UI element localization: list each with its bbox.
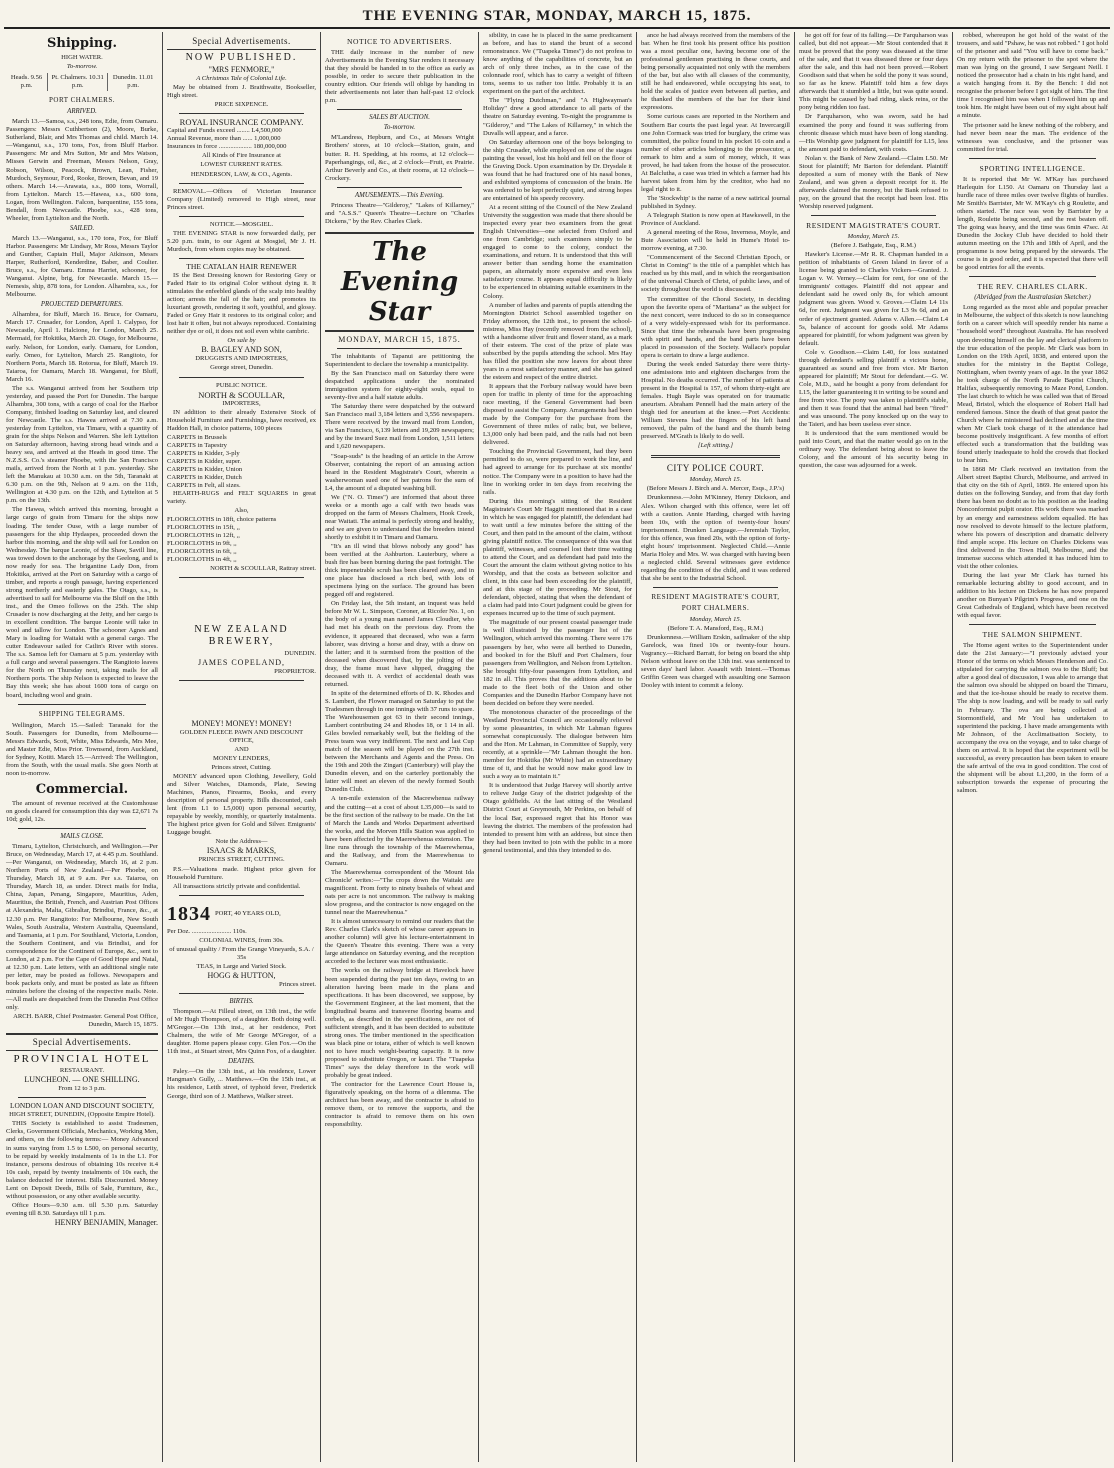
amusements-heading: AMUSEMENTS.—This Evening.: [355, 191, 444, 199]
births-text: Thompson.—At Filleul street, on 13th inst., the wife of Mr Hugh Thompson, of a daughter. Both doing well. M'Gregor.—On 13th inst., at her residence, Port Chalmers, the wife of Mr George M'Gregor, of a daughter. Home papers please copy. Glen Fox.—On the 11th inst., at Stuart street, Mrs Quinn Fox, of a daughter.: [167, 1008, 317, 1056]
clark-sub: (Abridged from the Australasian Sketcher.): [974, 294, 1091, 302]
city-police-court-bench: (Before Messrs J. Birch and A. Mercer, Esqs., J.P.'s): [646, 485, 785, 493]
fleece-title: GOLDEN FLEECE PAWN AND DISCOUNT OFFICE,: [179, 728, 304, 744]
sailed-label: SAILED.: [69, 224, 95, 232]
divider: [969, 624, 1096, 625]
list-item: CARPETS in Kidder, 3-ply: [167, 449, 240, 457]
royal-agents: HENDERSON, LAW, & CO., Agents.: [190, 170, 293, 178]
fleece-addr: Princes street, Cutting.: [211, 763, 272, 771]
arrived-text: March 13.—Samoa, s.s., 248 tons, Edie, from Oamaru. Passengers: Messrs Cuthbertson (2), Moore, Burke, Sutherland, Blair, and Mrs Thomas and child. March 14.—Wanganui, s.s., 170 tons, Fox, from Bluff Harbor. Passengers: Mr and Mrs Sutton, Mr and Mrs Watson, Misses Gerwin and Freeman, Messrs Nelson, Gray, Robson, Wilson, Peacock, Brown, Lean, Fisher, Murdoch, Seymour, Ford, Rooke, Brown, Bevan, and 19 others. March 14.—Arawata, s.s., 800 tons, Worrall, from Lyttelton. March 15.—Hawea, s.s., 600 tons, Logan, from Wellington. Falcon, barquentine, 155 tons, Bendall, from Newcastle. Phoebe, s.s., 428 tons, Wheeler, from Lyttelton and the North.: [6, 118, 158, 222]
notice-mosgiel-text: THE EVENING STAR is now forwarded daily, per 5.20 p.m. train, to our Agent at Mosgiel, Mr J. H. Murdoch, from whom copies may be obtained.: [167, 229, 316, 253]
divider: [179, 216, 304, 217]
page-masthead: THE EVENING STAR, MONDAY, MARCH 15, 1875.: [362, 8, 752, 24]
column-4: [479, 32, 636, 1462]
divider: [179, 993, 304, 994]
sales-sub: To-morrow.: [383, 124, 416, 132]
article-paragraph: It is understood that Judge Harvey will shortly arrive to relieve Judge Gray of the district judgeship of the Otago goldfields. At the last sitting of the Westland District Court at Greymouth, Mr Perkins, on behalf of the local Bar, expressed regret that his Honor was leaving the district. The members of the profession had intended to present him with an address, but since then they had been invited to join with the public in a more general testimonial, and this they intended to do.: [483, 782, 632, 854]
article-paragraph: A number of ladies and parents of pupils attending the Mornington District School assembled together on Friday afternoon, the 12th inst., to present the school-mistress, Miss Hay (recently removed from the school), with a handsome silver fruit and flower stand, as a mark of their esteem. The cost of the prize of plate was subscribed by the pupils attending the school. Mrs Hay has filled the position she now leaves for about three years in a most satisfactory manner, and she has gained the esteem and respect of the entire district.: [483, 301, 633, 381]
shipping-heading: Shipping.: [47, 36, 117, 51]
port-per: Per Doz. ........................ 110s.: [167, 927, 247, 935]
resident-court-pc-bench: (Before T. A. Mansford, Esq., R.M.): [667, 625, 764, 633]
deaths-heading: DEATHS.: [228, 1058, 255, 1066]
article-paragraph: On Saturday afternoon one of the boys belonging to the ship Crusader, while employed on one of the stages painting the vessel, lost his hold and fell on the floor of the Graving Dock. Upon examination by Dr. Drysdale it was found that he had fractured one of his nasal bones, and exhibited symptoms of concussion of the brain. He was ordered to be kept perfectly quiet, and strong hopes are entertained of his speedy recovery.: [483, 138, 632, 202]
article-paragraph: Dr Farquharson, who was sworn, said he had examined the pony and found it was suffering from chronic disease which must have been of long standing.—His Worship gave judgment for plaintiff for L15, less the amount paid to defendant, with costs.: [799, 113, 948, 153]
list-item: CARPETS in Kidder, Dutch: [167, 474, 242, 482]
salmon-heading: THE SALMON SHIPMENT.: [982, 630, 1083, 640]
luncheon-hours: From 12 to 3 p.m.: [58, 1085, 106, 1093]
article-paragraph: It appears that the Forbury railway would have been open for traffic in plenty of time for the approaching race meeting, if the General Government had been disposed to assist the Company. Arrangements had been made by the Company for the purchase from the Government of three miles of rails; but, we believe, L3,000 only had been paid, and the rails had not been delivered.: [483, 383, 632, 447]
divider: [179, 183, 304, 184]
office-hours: Office Hours—9.30 a.m. till 5.30 p.m. Saturday evening till 8.30. Saturdays till 1 p.m.: [6, 1201, 158, 1217]
fenmore-title: "MRS FENMORE,": [208, 65, 275, 74]
list-item: FLOORCLOTHS in 6ft, ,,: [167, 548, 237, 556]
leader-paragraph: We ("N. O. Times") are informed that about three weeks or a month ago a calf with two heads was dropped on the farm of Messrs Chalmers, Hook Creek, near Waitati. The animal is perfectly strong and healthy, and we are given to understand that the breeders intend shortly to exhibit it in Timaru and Oamaru.: [325, 493, 474, 541]
colonial-wines: COLONIAL WINES, from 30s.: [199, 936, 284, 944]
luncheon: LUNCHEON. — ONE SHILLING.: [24, 1075, 140, 1085]
resident-court-pc-date: Monday, March 15.: [689, 616, 742, 623]
clark-text-2: In 1868 Mr Clark received an invitation from the Albert street Baptist Church, Melbourne, and arrived in that city on the 6th of April, 1869. He entered upon his duties on the following Sunday, and from that day forth there has been no doubt as to his position as the leading Nonconformist pulpit orator. His work there was marked by an energy and earnestness seldom equalled. He has now resolved to devote himself to the lecture platform, where his powers of description and dramatic delivery find ample scope. His lecture on Charles Dickens was first delivered in the Town Hall, Melbourne, and the immense success which attended it has induced him to visit the other colonies.: [957, 466, 1108, 570]
money-title: MONEY! MONEY! MONEY!: [191, 718, 292, 728]
leader-paragraph: A ten-mile extension of the Macrewhenua railway and the cutting—at a cost of about L35,000—is said to be the first section of the railway to be made. On the 1st of March the Lands and Works Department advertised the works, and the Morven Hills Station was applied to have been affected by the Maerewhenua extension. The line runs through the township of the Maerewhenua, and the Railway, and from the Maerewhenua to Oamaru.: [325, 795, 474, 867]
blank-space: [167, 685, 316, 719]
divider: [18, 704, 146, 705]
leader-paragraph: "It's an ill wind that blows nobody any good" has been verified at the Ashburton. Lauterbury, where a bush fire has been burning during the past fortnight. The thick impenetrable scrub has been cleared away, and in one place has disclosed a rich bed, with lots of specimens lying on the surface. The ground has been pegged off and registered.: [325, 543, 474, 599]
column-6: [795, 32, 952, 1462]
resident-court-date: Monday, March 15.: [847, 233, 900, 241]
leader-paragraph: "Soap-suds" is the heading of an article in the Arrow Observer, containing the report of an amusing action heard in the Resident Magistrate's Court, wherein a washerwoman sued one of her patrons for the sum of L4, the amount of a disputed washing bill.: [325, 452, 474, 492]
notice-advertisers-text: THE daily increase in the number of new Advertisements in the Evening Star renders it necessary that they should be handed in to the office as early as possible, in order to secure their publication in the country edition. Our friends will oblige by handing in their advertisements not later than half-past 12 o'clock p.m.: [325, 49, 474, 105]
royal-title: ROYAL INSURANCE COMPANY.: [179, 117, 304, 128]
fenmore-obtain: May be obtained from J. Braithwaite, Bookseller, High street.: [167, 84, 316, 100]
city-police-court-heading: CITY POLICE COURT.: [666, 463, 765, 474]
teas: TEAS, in Large and Varied Stock.: [196, 962, 287, 970]
special-ads-heading-2: Special Advertisements.: [167, 36, 316, 50]
divider: [969, 276, 1096, 277]
article-paragraph: The committee of the Choral Society, in deciding upon the favorite opera of "Maritana" as the subject for the next concert, were induced to do so in consequence of a very widely-expressed wish for its performance. Since that time the rehearsals have been progressing with spirit and hands, and the band parts have been placed in possession of the Society. Wallace's popular opera is certain to draw a large audience.: [641, 295, 790, 359]
article-paragraph: During this morning's sitting of the Resident Magistrate's Court Mr Haggitt mentioned that in a case in which he was engaged for plaintiff, the defendant had to wait until a few minutes before the sitting of the Court, and then paid in the amount of the claim, without giving plaintiff notice. The consequence of this was that plaintiff, witnesses, and counsel lost their time waiting to attend the Court, and as defendant had paid into the Court the amount the claim without giving notice to his Worship, and that the costs as between solicitor and client, in this case had been exceeding for the plaintiff, and at this stage of the proceeding. Mr Stout, for defendant, objected, stating that when the defendant of a claim had paid into Court judgment could be given for expenses incurred up to the time of such payment.: [483, 497, 632, 618]
divider: [337, 187, 462, 188]
brewery-title: NEW ZEALAND BREWERY,: [194, 623, 289, 647]
article-paragraph: robbed, whereupon he got hold of the waist of the trousers, and said "Pshaw, he was not robbed." I got hold of the prisoner and said "You will have to come back." On my return with the prisoner to the spot where the man was lying on the ground, I saw Sergeant Neill. I noticed the prosecutor had a chain in his right hand, and a watch hanging from it. By the Bench: I did not recognise the prisoner before I got sight of him. The first time I recognised him was when I followed him up and took him. He might have been out of my sight about half a minute.: [957, 32, 1108, 120]
now-published: NOW PUBLISHED.: [185, 52, 298, 63]
resident-court-pc-heading: RESIDENT MAGISTRATE'S COURT, PORT CHALMERS.: [651, 593, 780, 612]
special-ads-heading: Special Advertisements.: [6, 1033, 158, 1051]
catalan-title: THE CATALAN HAIR RENEWER: [186, 261, 297, 271]
also-label: Also,: [234, 507, 249, 515]
bagley-addr: George street, Dunedin.: [210, 364, 273, 372]
list-item: CARPETS in Felt, all sizes.: [167, 482, 241, 490]
high-water-label: HIGH WATER.: [61, 54, 103, 61]
hearth-rugs: HEARTH-RUGS and FELT SQUARES in great variety.: [167, 490, 316, 506]
bagley-name: B. BAGLEY AND SON,: [201, 345, 282, 355]
list-item: CARPETS in Tapestry: [167, 441, 227, 449]
column-7: [953, 32, 1112, 1462]
divider: [179, 895, 304, 896]
article-paragraph: Nolan v. the Bank of New Zealand.—Claim L50. Mr Stout for plaintiff; Mr Barton for defendant. Plaintiff deposited a sum of money with the Bank of New Zealand, and was given a deposit receipt for it. He afterwards claimed the money, but the Bank refused to pay, on the ground that the receipt had been lost. His Worship reserved judgment.: [799, 154, 948, 210]
port-ad: [167, 900, 316, 928]
divider: [337, 348, 462, 349]
isaacs-addr: PRINCES STREET, CUTTING.: [198, 856, 285, 864]
brewery-city: DUNEDIN.: [284, 649, 316, 657]
list-item: FLOORCLOTHS in 18ft, choice patterns: [167, 516, 277, 524]
carpet-list: [167, 434, 316, 490]
article-paragraph: During the week ended Saturday there were thirty-one admissions into and eighteen discharges from the Hospital. No deaths occurred. The number of patients at present in the Hospital is 157, of whom thirty-eight are females. Hugh Bayle was operated on for traumatic aneurism. Abraham Pennell had the main artery of the thigh tied for aneurism at the knee.—Port Accidents: William Stevens had the fingers of his left hand removed, the palm of the hand and the thumb being preserved. M'Grath is likely to do well.: [641, 360, 790, 441]
leader-paragraph: By the San Francisco mail on Saturday there were despatched applications under the nominated immigration system for eighty-eight souls, equal to seventy-five and a half statute adults.: [325, 370, 474, 402]
notice-mosgiel-title: NOTICE.—MOSGIEL.: [209, 220, 274, 228]
sales-heading: SALES BY AUCTION.: [369, 114, 430, 122]
bagley-sub: DRUGGISTS AND IMPORTERS,: [195, 355, 288, 363]
royal-fire: All Kinds of Fire Insurance at: [202, 152, 281, 160]
loan-title: LONDON LOAN AND DISCOUNT SOCIETY,: [9, 1101, 155, 1111]
leader-paragraph: The Saturday there were despatched by the outward San Francisco mail 3,184 letters and 3,556 newspapers. There were received by the inward mail from London, via San Francisco, 6,139 letters and 19,209 newspapers; and by the inward Suez mail from London, 1,511 letters and 1,620 newspapers.: [325, 403, 474, 451]
list-item: FLOORCLOTHS in 15ft, ,,: [167, 524, 240, 532]
commercial-text: The amount of revenue received at the Customhouse on goods cleared for consumption this day was £2,671 7s 10d; gold, 12s.: [6, 799, 158, 823]
brewery-owner: JAMES COPELAND,: [197, 657, 285, 667]
resident-court-heading: RESIDENT MAGISTRATE'S COURT.: [806, 221, 941, 231]
shipping-news-2: The Hawea, which arrived this morning, brought a large cargo of grain from Timaru for the ships now loading. The tender Ouse, with a large number of passengers for the ship Hydaspes, proceeded down the harbor this morning, and the ship will sail for London on Wednesday. The barque Leonie, of the Shaw, Savill line, was towed down to the anchorage by the Geelong, and is now ready for sea. The brigantine Lady Don, from Hokitika, arrived at the Port on Saturday with a cargo of timber, and reports a rough passage, having experienced strong northerly and easterly gales. The Otago, s.s., is advertised to sail for Melbourne via the Bluff on the 18th inst., and the Omeo follows on the 25th. The ship Crusader is now discharging at the Jetty, and her cargo is in excellent condition. The barque Leonie will take in wool and tallow for London. The schooner Agnes and Mary is loading for Waitaki with a general cargo. The cutter Endeavour sailed for Catlin's River with stores. The s.s. Samoa left for Oamaru at 5 p.m. yesterday with a full cargo and several passengers. The Rangitoto leaves for the North on Thursday next, taking mails for all Northern ports. The ship Nelson is expected to leave the Bay this week; she has about 1600 tons of cargo on board, including wool and grain.: [6, 506, 158, 699]
divider: [179, 680, 304, 681]
paper-nameplate: The Evening Star: [325, 232, 474, 332]
masthead-rule: [4, 27, 1110, 29]
port-year: 1834: [167, 902, 211, 925]
hogg-addr: Princes street.: [279, 980, 316, 988]
divider: [653, 587, 778, 588]
resident-court-text: Hawker's License.—Mr R. R. Chapman handed in a petition of inhabitants of Green Island in favor of a license being granted to Charles Vickers—Granted. J. Logan v. W. Verney.—Claim for rent, for one of the immigrants' cottages. Plaintiff did not appear and defendant said he owed only 8s, for which amount judgment was given. Wood v. Groves.—Claim L4 11s 6d, for rent. Judgment was given for L3 9s 6d, and an order of ejectment granted. Adams v. Allen.—Claim L4 5s, balance of account for goods sold. Mr Adams appeared for plaintiff, for whom judgment was given by default.: [799, 251, 948, 347]
public-notice: PUBLIC NOTICE.: [216, 381, 267, 389]
hotel-sub: RESTAURANT.: [59, 1067, 105, 1075]
catalan-text: IS the Best Dressing known for Restoring Grey or Faded Hair to its original Color without dying it. It stimulates the enfeebled glands of the scalp into healthy action; arrests the fall of the hair; and promotes its luxuriant growth, rendering it soft, youthful, and glossy. Faded or Grey Hair it restores to its original color; and lost hair it often, but not always reproduced. Containing neither dye or oil, it does not soil even white cambric.: [167, 271, 316, 336]
article-paragraph: A general meeting of the Ross, Inverness, Moyle, and Bute Association will be held in Hume's Hotel to-morrow evening, at 7.30.: [641, 229, 790, 253]
article-paragraph: The 'Stockwhip' is the name of a new satirical journal published in Sydney.: [641, 194, 790, 210]
arrived-label: ARRIVED.: [67, 108, 97, 116]
royal-insurance: Insurances in force .................... 180,000,000: [167, 143, 287, 151]
manager-sign: HENRY BENJAMIN, Manager.: [54, 1217, 158, 1227]
leader-paragraph: On Friday last, the 5th instant, an inquest was held before Mr W. L. Simpson, Coroner, at Ricofer No. 1, on the body of a young man named James Cloudier, who had met his death on the previous day. From the evidence, it appeared that deceased, who was a farm laborer, was driving a horse and dray, with a draw on the latter; and it is surmised from the position of the deceased when discovered that, by the jolting of the dray, the frame must have slipped, dragging the deceased with it. A verdict of accidental death was returned.: [325, 600, 474, 688]
commercial-heading: Commercial.: [35, 781, 129, 797]
shipping-telegrams-heading: SHIPPING TELEGRAMS.: [38, 709, 126, 718]
article-paragraph: ance he had always received from the members of the bar. When he first took his present office his position was a most peculiar one, having become one of the professional gentlemen practising in these courts, and being personally acquainted not only with the members of the bar, but also with all classes of the community, still he had endeavored, while occupying his seat, to hold the scales of justice even between all parties, and he thanked the members of the bar for their kind expressions.: [641, 32, 790, 112]
clark-heading: THE REV. CHARLES CLARK.: [977, 282, 1088, 292]
list-item: FLOORCLOTHS in 12ft, ,,: [167, 532, 240, 540]
article-paragraph: At a recent sitting of the Council of the New Zealand University the suggestion was made that there should be inspected every year two examiners from the great English Universities—one selected from Oxford and one from Cambridge; such examiners simply to be engaged to come to the colony, conduct the examinations, and return. It is understood that this will answer better than sending home the examination papers, an alternately more expensive and even less satisfactory course. It appears equal difficulty is likely to be experienced in obtaining suitable examiners in the Colony.: [483, 203, 632, 300]
north-sub: IMPORTERS,: [222, 399, 261, 407]
money-address: Note the Address—: [215, 838, 268, 846]
shipping-telegrams-text: Wellington, March 15.—Sailed: Taranaki for the South. Passengers for Dunedin, from Melbourne—Messrs Edwards, Scott, White, Miss Edwards, Mrs Mee, and Master Edie, Miss Prior. Townsend, from Auckland, for Sydney, Kotiti. March 15.—Arrived: The Wellington, from the South, with the usual mails. She goes North at noon to-morrow.: [6, 721, 158, 777]
divider: [811, 215, 936, 216]
north-sign: NORTH & SCOULLAR, Rattray street.: [210, 564, 316, 572]
floorcloth-list: [167, 516, 316, 564]
catalan-sale: On sale by: [227, 337, 256, 345]
shipping-news: The s.s. Wanganui arrived from her Southern trip yesterday, and passed the Port for Dunedin. The barque Alhambra, 300 tons, with a cargo of coal for the Harbor Company, finished loading on Saturday last, and cleared for Newcastle. The s.s. Hawea arrived at 7.30 a.m. yesterday from Lyttelton, via Timaru, with a quantity of grain for the ships Nelson and Warren. She left Lyttelton on Saturday afternoon, having strong head winds and a heavy sea, and arrived at the Heads in good time. The N.Z.S.S. Co.'s steamer Phoebe, with the San Francisco mails, arrived from the North at 1 p.m. yesterday. She left the Manukau at 10.30 a.m. on the 5th, Taranaki at 6.30 p.m. on the 9th, Nelson at 9 a.m. on the 11th, Wellington at 4.30 p.m. on the 12th, and Lyttelton at 5 p.m. on the 13th.: [6, 384, 158, 505]
fleece-and: AND: [234, 745, 249, 753]
paper-date: MONDAY, MARCH 15, 1875.: [338, 334, 461, 344]
royal-rates: LOWEST CURRENT RATES.: [200, 161, 283, 169]
tide-heads: Heads. 9.56 p.m.: [6, 73, 48, 91]
sporting-text: It is reported that Mr W. M'Kay has purchased Harlequin for L150. At Oamaru on Thursday last a hurdle race of three miles over twelve flights of hurdles. Mr Smith's Barrister, Mr W. M'Kay's ch g Roulette, and others started. The race was won by Barrister by a length, Roulette being second, and the rest beaten off. The going was heavy, and the time was 6min 47sec. At Dunedin the Jockey Club have decided to hold their autumn meeting on the 17th and 18th of April, and the programme is now being prepared by the stewards. The course is in good order, and it is expected that there will be good entries for all the events.: [957, 175, 1108, 272]
divider: [179, 577, 304, 578]
hogg-name: HOGG & HUTTON,: [207, 970, 276, 980]
money-text: MONEY advanced upon Clothing, Jewellery, Gold and Silver Watches, Diamonds, Plate, Sewing Machines, Pianos, Firearms, Books, and every description of personal property. Bills discounted, cash lent (from L1 to L5,000) upon personal security, repayable by weekly, monthly, or quarterly instalments. The highest price given for Gold and Silver. Emigrants' Luggage bought.: [167, 773, 316, 837]
port-text: PORT, 40 YEARS OLD,: [215, 909, 281, 917]
article-paragraph: The monotonous character of the proceedings of the Westland Provincial Council are occasionally relieved by some pleasantries, in which Mr Lahman figures somewhat conspicuously. The dialogue between him and the Hon. Mr Lahman, in Committee of Supply, very recently, at a sprinkle—"Mr Lahman thought the hon. member for Hokitika (Mr White) had an extraordinary time of it, and that he would now make good law in such a way as to maintain it.": [483, 708, 632, 781]
article-paragraph: Touching the Provincial Government, had they been permitted to do so, were prepared to work the line, and had agreed to arrange for its purchase at six months' notice. The Company were in a position to have had the line in working order in ten days from receiving the rails.: [483, 448, 632, 496]
list-item: FLOORCLOTHS in 4ft, ,,: [167, 556, 237, 564]
hotel-name: PROVINCIAL HOTEL: [13, 1053, 151, 1066]
royal-capital: Capital and Funds exceed ........ L4,500,000: [167, 127, 282, 135]
column-1: [2, 32, 162, 1462]
article-paragraph: The magnitude of our present coastal passenger trade is well illustrated by the passenger list of the Wellington, which arrived this morning. There were 176 passengers by her, who were all berthed to Dunedin, and booked in for the Bluff and Port Chalmers, four passengers from Wellington, and Nelson from Lyttelton. She brought fifty-four passengers from Lyttelton, and 182 in all. This proves that the additions about to be made to the fleet both of the Union and other Companies and the Dunedin Harbor Company have not been decided on before they were needed.: [483, 619, 632, 707]
resident-court-pc-text: Drunkenness.—William Erskin, sailmaker of the ship Garelock, was fined 10s or twenty-four hours. Vagrancy.—Richard Barratt, for being on board the ship Nelson without leave on the 13th inst. was sentenced to seven days' hard labor. Assault with Intent.—Thomas Griffin Green was charged with assaulting one Samson Dooley with intent to commit a felony.: [641, 634, 790, 690]
divider: [18, 828, 146, 829]
fenmore-sub: A Christmas Tale of Colonial Life.: [196, 75, 287, 83]
money-lenders: MONEY LENDERS,: [213, 754, 270, 762]
city-police-court-text: Drunkenness.—John M'Kinney, Henry Dickson, and Alex. Wilson charged with this offence, were let off with a caution. Annie Harding, charged with having been 10s, with the option of twenty-four hours' imprisonment. Drunken Language.—Jeremiah Taylor, for this offence, was fined 20s, with the option of forty-eight hours' imprisonment. Neglected Child.—Annie Maria Holey and Mrs. W. was charged with having been a neglected child. Several witnesses gave evidence regarding the condition of the child, and it was ordered that she be sent to the Industrial School.: [641, 494, 790, 582]
colonial-text: of unusual quality / From the Grange Vineyards, S.A. / 35s: [169, 945, 314, 961]
article-paragraph: "Commencement of the Second Christian Epoch, or Christ in Coming" is the title of a pamphlet which has reached us by this mail, and in which the reorganisation of the universal Church of Christ, of public laws, and of society throughout the world is discussed.: [641, 254, 790, 294]
clark-text-3: During the last year Mr Clark has turned his remarkable lecturing ability to good account, and in addition to his lecture on Dickens he has now prepared another on Bunyan's Pilgrim's Progress, and one on the Great Cathedrals of England, which have been received with equal favor.: [957, 571, 1108, 620]
deaths-text: Paley.—On the 13th inst., at his residence, Lower Hangman's Gully, ... Matthews.—On the 15th inst., at his residence, Leith street, of typhoid fever, Frederick George, third son of J. Matthews, Walker street.: [167, 1068, 316, 1100]
births-heading: BIRTHS.: [229, 997, 254, 1005]
removal-text: REMOVAL.—Offices of Victorian Insurance Company (Limited) removed to High street, near Princes street.: [167, 187, 316, 211]
column-2: [163, 32, 320, 1462]
article-paragraph: A Telegraph Station is now open at Hawkswell, in the Province of Auckland.: [641, 212, 790, 228]
sporting-heading: SPORTING INTELLIGENCE.: [979, 163, 1086, 173]
clark-text: Long regarded as the most able and popular preacher in Melbourne, the subject of this sketch is now launching forth on a career which will speedily render his name a "household word" throughout Australia. He has resolved upon devoting himself on the lay and clerical platform to the true education of the people. Mr Clark was born in London on the 19th April, 1838, and entered upon the studies for the ministry in the Baptist College, Nottingham, when twenty years of age. In the year 1862 he took charge of the North Parade Baptist Church, Halifax, subsequently removing to Maze Pond, London. The last church to which he was called was that of Broad Mead, Bristol, which the eloquence of Robert Hall had rendered famous. Since the death of that great pastor the Church where he ministered had declined and at the time when Mr Clark took charge of it the attendance had become positively insignificant. A few months of effort effected such a transformation that the building was found utterly inadequate to hold the crowds that flocked to hear him.: [957, 304, 1108, 465]
list-item: CARPETS in Brussels: [167, 433, 227, 441]
leader-paragraph: The works on the railway bridge at Havelock have been suspended during the past ten days, owing to an alteration having been made in the plans and specifications. It has been discovered, we suppose, by the Government Engineer, at the last moment, that the longitudinal beams and transverse flooring beams and corbels, as described in the specifications, are not of sufficient strength, and it has been decided to substitute strong ones. The timber mentioned in the specification was black pine or totara, either of which is well known not to have much weight-bearing capacity. It is now proposed to substitute Oregon, or kauri. The "Tuapeka Times" says the delay therefore in the work will probably be great indeed.: [325, 967, 474, 1080]
list-item: CARPETS in Kidder, Union: [167, 465, 243, 473]
divider: [18, 1097, 146, 1098]
blank-space: [167, 582, 316, 622]
resident-court-text-2: Cole v. Goodison.—Claim L40, for loss sustained through defendant's selling plaintiff a vicious horse, guaranteed as sound and free from vice. Mr Barton appeared for plaintiff; Mr Stout for defendant.—G. W. Cole, M.D., said he bought a pony from defendant for L15, the latter guaranteeing it in writing to be sound and free from vice. The pony was taken to plaintiff's stable, and then it was found that the animal had been "fired" and was unsound. The pony knocked up on the way to the Taieri, and has been useless ever since.: [799, 348, 948, 429]
leader-paragraph: It is almost unnecessary to remind our readers that the Rev. Charles Clark's sketch of whose career appears in another column) will give his lecture-entertainment in the Queen's Theatre this evening. There was a very large attendance on Saturday evening, and the reception accorded to the lecturer was most enthusiastic.: [325, 918, 474, 966]
divider: [651, 455, 780, 458]
article-paragraph: The prisoner said he knew nothing of the robbery, and had never been near the man. The evidence of the witnesses was conclusive, and the prisoner was committed for trial.: [957, 121, 1108, 153]
tide-port-chalmers: Pt. Chalmers. 10.31 p.m.: [48, 73, 108, 91]
list-item: FLOORCLOTHS in 9ft, ,,: [167, 540, 237, 548]
divider: [179, 377, 304, 378]
mails-heading: MAILS CLOSE.: [60, 833, 104, 841]
sales-text: M'Landress, Hepburn, and Co., at Messrs Wright Brothers' stores, at 10 o'clock—Station, grain, and butter. R. H. Spedding, at his rooms, at 12 o'clock—Paperhangings, oil, &c., at 2 o'clock—Fruit, ex Prairie. Arthur Beverly and Co., at their rooms, at 12 o'clock—Crockery.: [325, 134, 474, 182]
port-chalmers-heading: PORT CHALMERS.: [49, 96, 115, 105]
column-5: [637, 32, 794, 1462]
money-ps: P.S.—Valuations made. Highest price given for Household Furniture.: [167, 865, 316, 881]
divider: [337, 109, 462, 110]
north-title: NORTH & SCOULLAR,: [198, 389, 285, 400]
sailed-text: March 13.—Wanganui, s.s., 170 tons, Fox, for Bluff Harbor. Passengers: Mr Lindsay, Mr Ross, Messrs Taylor and Gunther, Captain Hull, Major Atkinson, Messrs Harper, Rutherford, Kenderdine, Baber, and Coulter. Bruce, s.s., for Oamaru. Emma Harriet, schooner, for Wanganui. Alpine, brig, for Newcastle. March 15.—Nemesis, ship, 878 tons, for London. Alhambra, s.s., for Melbourne.: [6, 234, 158, 299]
article-paragraph: Some curious cases are reported in the Northern and Southern Bar courts the past legal year. At Invercargill one John Cormack was tried for burglary, the crime was committed, the police found in his pocket 16 coin and a number of other articles belonging to the prosecutor, a remark to him and a sum of money, which, it was proved, he had taken from the house of the prosecutor. At Balclutha, a case was tried in which a farmer had his harvest taken from him by the creditor, who had no legal right to it.: [641, 113, 790, 193]
loan-text: THIS Society is established to assist Tradesmen, Clerks, Government Officials, Mechanics, Working Men, and others, on the following terms:— Money Advanced in sums varying from 1.5 to L500, on personal security, to be repaid by weekly instalments of 1s in the L1. For instance, persons desirous of obtaining 10s receive it.4 10s cash, repaid by twenty instalments of 10s each, the balance deducted for interest. Bills Discounted. Money Lent on Deposit Deeds, Bills of Sale, Furniture, &c., without possession, or any other available security.: [6, 1120, 158, 1200]
mails-text: Timaru, Lyttelton, Christchurch, and Wellington.—Per Bruce, on Wednesday, March 17, at 4.45 p.m. Southland.—Per Wanganui, on Wednesday, March 16, at 2 p.m. Northern Ports of New Zealand.—Per Phoebe, on Thursday, March 18, at 9 a.m. Per s.s. Taiaroa, on Thursday, March 18, as under. Direct mails for India, China, Japan, Penang, Singapore, Mauritius, Aden, Mauritius, the British, French, and Austrian Post Offices at Alexandria, Malta, Gibraltar, Brindisi, France, &c., at 12.30 p.m. Per Rangitoto: For Melbourne, New South Wales, South Australia, Western Australia, Queensland, and Tasmania, at 1 p.m. For Southland, Victoria, London, the Southern Continent, and via Brindisi, and for correspondence for the Continent of Europe, &c., sent to London, at 2 p.m. For the Cape of Good Hope and Natal, at 12.30 p.m. Late letters, with an additional single rate per letter, may be posted as follows. Newspapers and book packets only, and must be posted as late as fifteen minutes before the closing of the respective mails. Note.—All mails are despatched from the Dunedin Post Office only.: [6, 843, 158, 1012]
isaacs-name: ISAACS & MARKS,: [206, 846, 277, 856]
amusements-text: Princess Theatre—"Gilderoy," "Lakes of Killarney," and "A.S.S." Queen's Theatre—Lecture on "Charles Dickens," by the Rev. Charles Clark.: [325, 201, 474, 225]
leader-paragraph: The contractor for the Lawrence Court House is, figuratively speaking, on the horns of a dilemma. The architect has been away, and the contractor is afraid to remove them, or to remove the supports, and the contractor is afraid to remove them on his own responsibility.: [325, 1081, 474, 1129]
postmaster-sign: ARCH. BARR, Chief Postmaster. General Post Office, Dunedin, March 15, 1875.: [13, 1013, 158, 1029]
high-water-sub: To-morrow.: [66, 63, 98, 71]
salmon-text: The Home agent writes to the Superintendent under date the 21st January:—"I previously advised your Honor of the terms on which Messrs Henderson and Co. stipulated for carrying the salmon ova to the Bluff; but after a good deal of discussion, I was able to arrange that the salmon ova should be shipped on board the Timaru, and that the ice-house should be ready to receive them. The ship is now loading, and will be ready to sail early in February. The ova are being collected at Stormontfield, and Mr Youl has undertaken to superintend the packing. I have made arrangements with Mr Johnson, of the Acclimatisation Society, to accompany the ova on the voyage, and to take charge of them on arrival. It is hoped that the experiment will be successful, as every precaution has been taken to ensure the safe arrival of the ova in good condition. The cost of the shipment will be about L1,200, in the form of a subscription towards the expense of procuring the salmon.: [957, 642, 1108, 794]
fenmore-price: PRICE SIXPENCE.: [214, 101, 269, 109]
city-police-court-date: Monday, March 15.: [689, 476, 742, 484]
article-paragraph: It is understood that the sum mentioned would be paid into Court, and that the matter would go on in the ordinary way. The defendant being about to leave the Colony, and the amount of his security being in question, the case was adjourned for a week.: [799, 430, 948, 470]
leader-paragraph: In spite of the determined efforts of D. K. Rhodes and S. Lambert, the Flower managed on Saturday to put the Tradesmen through in one innings with 37 runs to spare. The Warehousemen got 63 in their second innings, Lambert contributing 24 and Rhodes 18, or 1 14 in all. Giles bowled remarkably well, but the fielding of the Press team was very indifferent. The next and last Cup match of the season will be played on the 27th inst. between the Merchants and Agents and the Press. On the 19th and 20th the Zingari (Canterbury) will play the Dunedin eleven, and on the carterley portionably the latter will meet an eleven of the newly formed South Dunedin Club.: [325, 689, 474, 794]
divider: [179, 113, 304, 114]
tide-table: [6, 73, 158, 91]
divider: [179, 258, 304, 259]
loan-addr: HIGH STREET, DUNEDIN, (Opposite Empire Hotel).: [9, 1111, 155, 1119]
brewery-prop: PROPRIETOR.: [274, 667, 316, 675]
tide-dunedin: Dunedin. 11.01 p.m.: [112, 74, 154, 90]
royal-income: Annual Revenue, more than ...... 1,000,000: [167, 135, 281, 143]
article-paragraph: The "Flying Dutchman," and "A Highwayman's Holiday" drew a good attendance to all parts of the theatre on Saturday evening. To-night the programme is "Gilderoy," and "The Lakes of Killarney," in which the Duvalls will appear, and a farce.: [483, 97, 632, 137]
resident-court-bench: (Before J. Bathgate, Esq., R.M.): [831, 242, 916, 250]
article-paragraph: sibility, in case he is placed in the same predicament as before, and has to stand the brunt of a second remonstrance. We ("Tuapeka Times") do not profess to know anything of the capabilities of concrete, but an arch of only three inches, as in the case of the colonnade roof, which has to carry a weight of fifteen tons, seems to us rather too little. Probably it is an experiment on the part of the architect.: [483, 32, 632, 96]
leader-paragraph: The Maerewhenua correspondent of the 'Mount Ida Chronicle' writes:—"The crops down the Waitaki are magnificent. From forty to ninety bushels of wheat and oats per acre is not uncommon. The railway is making slow progress, and the contractor is now engaged on the tunnel near the Maerewhenua.": [325, 868, 474, 917]
list-item: CARPETS in Kidder, super.: [167, 457, 242, 465]
notice-advertisers-heading: NOTICE TO ADVERTISERS.: [347, 37, 452, 46]
divider: [969, 158, 1096, 159]
left-sitting-tag: [Left sitting.]: [697, 442, 734, 450]
leader-paragraph: The inhabitants of Tapanui are petitioning the Superintendent to declare the township a municipality.: [325, 352, 474, 368]
projected-heading: PROJECTED DEPARTURES.: [40, 301, 124, 309]
money-conf: All transactions strictly private and confidential.: [173, 882, 301, 890]
column-3: [321, 32, 478, 1462]
article-paragraph: he got off for fear of its falling.—Dr Farquharson was called, but did not appear.—Mr Stout contended that it must be proved that the pony was diseased at the time of the sale, and that it was diseased three or four days after the sale, and this had not been proved.—Robert Goodison said that when he sold the pony it was sound, so far as he knew. Plaintiff told him a few days afterwards that it stumbled a little, but was quite sound. This might be caused by bad riding, slack reins, or the pony being ridden too fast.: [799, 32, 948, 112]
north-text: IN addition to their already Extensive Stock of Household Furniture and Furnishings, have received, ex Haddon Hall, in choice patterns, 100 pieces: [167, 408, 316, 432]
projected-text: Alhambra, for Bluff, March 16. Bruce, for Oamaru, March 17. Crusader, for London, April 1. Calypso, for Newcastle, April 1. Halcione, for London, March 25. Mermaid, for Hokitika, March 20. Otago, for Melbourne, early. Nelson, for London, early. Oamaru, for London, early. Omeo, for Lyttelton, March 25. Rangitoto, for Northern Ports, March 18. Rotorua, for Bluff, March 19. Taiaroa, for Oamaru, March 18. Wanganui, for Bluff, March 16.: [6, 311, 158, 383]
